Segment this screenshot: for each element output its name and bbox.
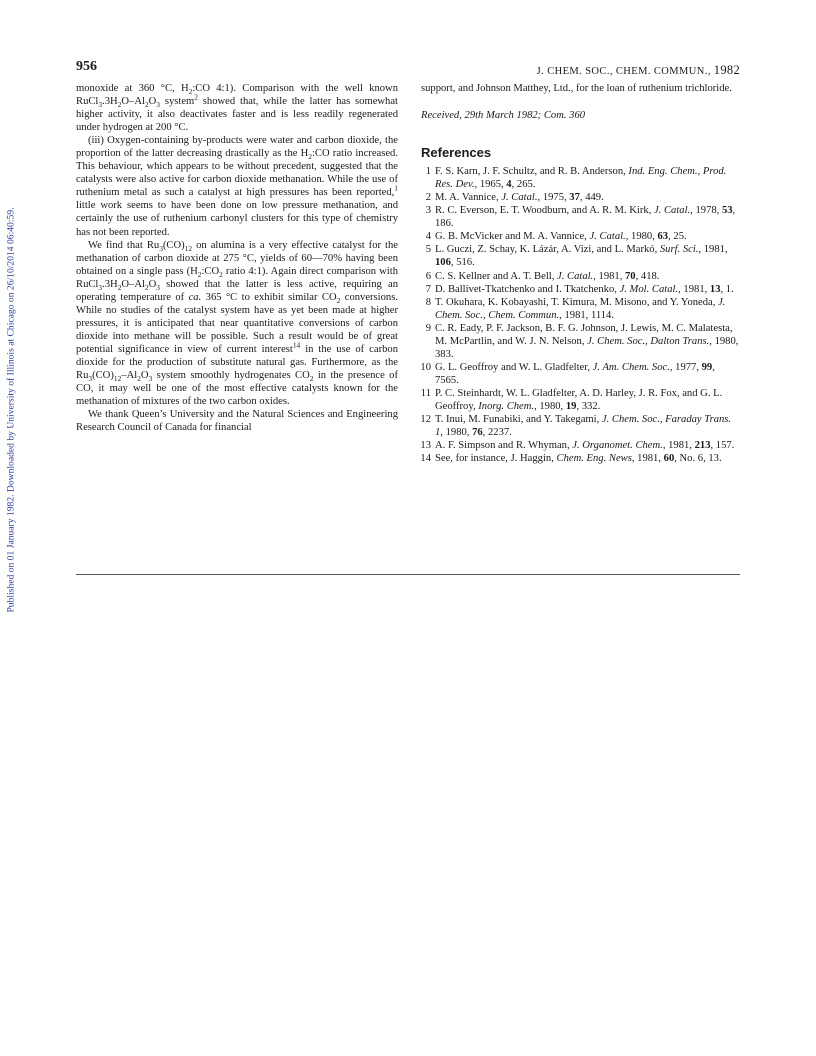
reference-number: 6 <box>425 270 431 282</box>
page-number: 956 <box>76 59 97 74</box>
paragraph-acknowledgements: We thank Queen’s University and the Natural Sciences and Engineering Research Council of Canada for financial <box>76 409 398 434</box>
reference-pages: , 265. <box>511 179 536 191</box>
reference-journal: J. Am. Chem. Soc. <box>592 361 670 373</box>
reference-journal: J. Mol. Catal. <box>619 283 679 295</box>
reference-volume: 60 <box>663 453 675 465</box>
reference-journal: Surf. Sci. <box>659 244 699 256</box>
download-watermark <box>0 0 22 1056</box>
reference-authors: G. L. Geoffroy and W. L. Gladfelter, <box>435 361 593 373</box>
reference-year: , 1981, <box>631 453 664 465</box>
received-date: Received, 29th March 1982; Com. 360 <box>421 110 586 122</box>
left-column <box>76 82 398 434</box>
reference-number: 1 <box>425 166 431 178</box>
reference-journal: Chem. Eng. News <box>556 453 632 465</box>
reference-number: 10 <box>420 361 431 373</box>
reference-item <box>421 387 741 413</box>
reference-item <box>421 243 741 269</box>
reference-pages: , 157. <box>710 440 735 452</box>
reference-journal: Inorg. Chem. <box>478 400 535 412</box>
reference-year: , 1975, <box>537 192 570 204</box>
reference-volume: 4 <box>506 179 512 191</box>
reference-volume: 13 <box>709 283 721 295</box>
reference-year: , 1978, <box>690 205 722 217</box>
reference-number: 8 <box>425 296 431 308</box>
reference-pages: , 1. <box>720 283 734 295</box>
reference-authors: D. Ballivet-Tkatchenko and I. Tkatchenko, <box>435 283 620 295</box>
journal-year: 1982 <box>713 63 740 77</box>
reference-item <box>421 283 741 296</box>
paragraph-comparison: monoxide at 360 °C, $H_2:CO$ 4:1). Comparison with the well known $RuCl_3.3H_2O-Al_2O_3$ system$^2$ showed that, while the latter has somewhat higher activity, it also deactivates faster and is less readily regenerated under hydrogen at 200 °C. <box>76 83 399 134</box>
reference-volume: 76 <box>472 427 483 439</box>
reference-year: , 1977, <box>669 361 702 373</box>
reference-year: , 1981, <box>593 270 625 282</box>
reference-volume: 213 <box>694 440 711 452</box>
reference-journal: J. Organomet. Chem. <box>572 440 663 452</box>
reference-number: 2 <box>425 192 431 204</box>
reference-authors: T. Inui, M. Funabiki, and Y. Takegami, <box>435 414 602 426</box>
reference-item <box>421 452 741 465</box>
reference-item <box>421 204 741 230</box>
journal-name: J. CHEM. SOC., CHEM. COMMUN., <box>536 66 711 77</box>
reference-journal: Ind. Eng. Chem., Prod. Res. Dev. <box>435 166 727 191</box>
reference-authors: M. A. Vannice, <box>435 192 502 204</box>
download-watermark-text: Published on 01 January 1982. Downloaded by University of Illinois at Chicago on 26/10/2014 06:40:59. <box>5 207 17 613</box>
reference-journal: J. Catal. <box>501 192 538 204</box>
reference-pages: , 7565. <box>435 361 715 386</box>
reference-item <box>421 191 741 204</box>
paragraph-methanation-findings: We find that $Ru_3(CO)_{12}$ on alumina is a very effective catalyst for the methanation of carbon dioxide at 275 °C, yields of 60—70% having been obtained on a single pass ($H_2:CO_2$ ratio 4:1). Again direct comparison with $RuCl_3.3H_2O-Al_2O_3$ showed that the latter is less active, requiring an operating temperature of ca. 365 °C to exhibit similar $CO_2$ conversions. While no studies of the catalyst system have as yet been made at higher pressures, it is anticipated that near quantitative conversions of carbon dioxide into methane will be possible. Such a result would be of great potential significance in view of current interest$^{14}$ in the use of carbon dioxide for the production of substitute natural gas. Furthermore, as the $Ru_3(CO)_{12}-Al_2O_3$ system smoothly hydrogenates $CO_2$ in the presence of CO, it may well be one of the most effective catalysts known for the methanation of mixtures of the two carbon oxides. <box>76 239 399 408</box>
reference-journal: J. Catal. <box>653 205 691 217</box>
reference-pages: , No. 6, 13. <box>674 453 722 465</box>
reference-pages: , 25. <box>668 231 687 243</box>
reference-pages: , 418. <box>635 270 660 282</box>
reference-authors: L. Guczi, Z. Schay, K. Lázár, A. Vizi, and L. Markó, <box>435 244 660 256</box>
reference-authors: R. C. Everson, E. T. Woodburn, and A. R. M. Kirk, <box>435 205 654 217</box>
reference-authors: F. S. Karn, J. F. Schultz, and R. B. Anderson, <box>435 166 629 178</box>
reference-number: 3 <box>425 205 431 217</box>
reference-number: 4 <box>425 231 431 243</box>
reference-number: 7 <box>425 283 431 295</box>
reference-authors: G. B. McVicker and M. A. Vannice, <box>435 231 590 243</box>
reference-authors: See, for instance, J. Haggin, <box>435 453 557 465</box>
reference-authors: P. C. Steinhardt, W. L. Gladfelter, A. D. Harley, J. R. Fox, and G. L. Geoffroy, <box>435 387 723 412</box>
reference-number: 5 <box>425 244 431 256</box>
reference-pages: , 2237. <box>482 427 512 439</box>
reference-item <box>421 361 741 387</box>
reference-pages: , 186. <box>435 205 736 230</box>
reference-volume: 106 <box>435 257 451 269</box>
reference-pages: , 449. <box>579 192 604 204</box>
reference-journal: J. Chem. Soc., Chem. Commun. <box>435 296 726 321</box>
reference-pages: , 332. <box>576 400 601 412</box>
reference-list <box>421 165 741 465</box>
reference-number: 9 <box>425 322 431 334</box>
journal-running-header <box>537 63 740 78</box>
references-heading: References <box>421 145 492 161</box>
reference-year: , 1980, <box>440 427 473 439</box>
reference-journal: J. Chem. Soc., Dalton Trans. <box>587 335 710 347</box>
reference-number: 14 <box>420 453 431 465</box>
reference-authors: C. S. Kellner and A. T. Bell, <box>435 270 558 282</box>
reference-year: , 1980, 383. <box>435 335 739 360</box>
right-column <box>421 82 741 465</box>
reference-year: , 1981, <box>662 440 695 452</box>
reference-year: , 1965, <box>474 179 507 191</box>
reference-number: 13 <box>420 440 431 452</box>
reference-volume: 53 <box>721 205 733 217</box>
reference-volume: 63 <box>657 231 669 243</box>
reference-journal: J. Catal. <box>557 270 594 282</box>
reference-number: 12 <box>420 414 431 426</box>
reference-number: 11 <box>420 387 431 399</box>
reference-authors: C. R. Eady, P. F. Jackson, B. F. G. Johnson, J. Lewis, M. C. Malatesta, M. McPartlin, and W. J. N. Nelson, <box>435 322 733 347</box>
reference-item <box>421 230 741 243</box>
reference-year: , 1980, <box>625 231 658 243</box>
reference-year: , 1981, <box>678 283 710 295</box>
reference-volume: 37 <box>569 192 580 204</box>
reference-authors: T. Okuhara, K. Kobayashi, T. Kimura, M. Misono, and Y. Yoneda, <box>435 296 719 308</box>
acknowledgements-continued: support, and Johnson Matthey, Ltd., for the loan of ruthenium trichloride. <box>421 83 732 94</box>
reference-volume: 99 <box>701 361 713 373</box>
reference-year: , 1981, <box>698 244 728 256</box>
reference-pages: , 516. <box>450 257 475 269</box>
reference-item <box>421 270 741 283</box>
reference-item <box>421 322 741 361</box>
reference-item <box>421 439 741 452</box>
reference-volume: 19 <box>565 400 577 412</box>
reference-journal: J. Chem. Soc., Faraday Trans. 1 <box>435 414 732 439</box>
reference-item <box>421 165 741 191</box>
reference-volume: 70 <box>625 270 636 282</box>
reference-year: , 1981, 1114. <box>559 309 615 321</box>
page-rule <box>76 574 740 575</box>
paragraph-byproducts: (iii) Oxygen-containing by-products were water and carbon dioxide, the proportion of the latter decreasing drastically as the $H_2:CO$ ratio increased. This behaviour, which appears to be without precedent, suggested that the catalysts were also active for carbon dioxide methanation. While the use of ruthenium metal as such a catalyst at high pressures has been reported,$^1$ little work seems to have been done on low pressure methanation, and certainly the use of ruthenium carbonyl clusters for this type of chemistry has not been reported. <box>76 135 398 238</box>
reference-authors: A. F. Simpson and R. Whyman, <box>435 440 573 452</box>
reference-item <box>421 296 741 322</box>
reference-item <box>421 413 741 439</box>
reference-journal: J. Catal. <box>589 231 626 243</box>
reference-year: , 1980, <box>534 400 566 412</box>
